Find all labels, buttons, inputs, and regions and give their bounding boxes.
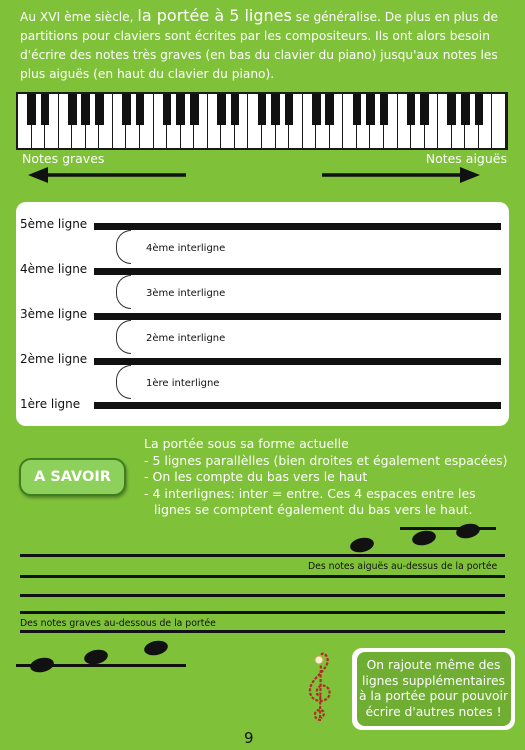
staff-line-2 <box>94 358 501 365</box>
black-key <box>353 94 362 125</box>
black-key <box>312 94 321 125</box>
low-notes-caption: Des notes graves au-dessous de la portée <box>20 618 216 629</box>
piano-keyboard <box>16 92 508 150</box>
arrow-left-icon <box>28 166 188 184</box>
black-key <box>325 94 334 125</box>
note-head <box>29 656 55 675</box>
tip-line: On rajoute même des <box>366 658 501 672</box>
ledger-line <box>400 527 496 530</box>
black-key <box>285 94 294 125</box>
intro-part2: se généralise. De plus en plus de partitions pour claviers sont écrites par les compositeurs. Ils ont alors besoin d'écrire des notes très graves (en bas du clavier du piano) jusqu'aux notes les plus aiguës (en haut du clavier du piano). <box>20 10 498 81</box>
black-key <box>176 94 185 125</box>
example-staff-line <box>20 611 505 614</box>
staff-line-1 <box>94 402 501 409</box>
black-key <box>190 94 199 125</box>
savoir-line: - 4 interlignes: inter = entre. Ces 4 espaces entre les <box>144 485 476 501</box>
black-key <box>407 94 416 125</box>
interline-label: 4ème interligne <box>146 243 226 254</box>
interline-label: 3ème interligne <box>146 288 226 299</box>
savoir-line: La portée sous sa forme actuelle <box>144 436 349 451</box>
interline-label: 2ème interligne <box>146 333 226 344</box>
black-key <box>136 94 145 125</box>
black-key <box>122 94 131 125</box>
tip-line: lignes supplémentaires <box>362 673 505 688</box>
black-key <box>380 94 389 125</box>
tip-line: à la portée pour pouvoir <box>358 689 509 703</box>
note-head <box>455 522 481 541</box>
black-key <box>41 94 50 125</box>
black-key <box>258 94 267 125</box>
extra-lines-tip <box>352 648 515 730</box>
example-staff-line <box>20 554 505 557</box>
a-savoir-label: A SAVOIR <box>34 469 111 485</box>
staff-line-label: 1ère ligne <box>20 397 81 411</box>
high-notes-caption: Des notes aiguës au-dessus de la portée <box>308 561 498 572</box>
black-key <box>447 94 456 125</box>
a-savoir-text <box>144 436 514 519</box>
black-key <box>366 94 375 125</box>
black-key <box>217 94 226 125</box>
black-key <box>475 94 484 125</box>
note-head <box>143 639 169 658</box>
example-staff-line <box>20 575 505 578</box>
black-key <box>95 94 104 125</box>
intro-highlight: la portée à 5 lignes <box>137 6 292 25</box>
intro-part1: Au XVI ème siècle, <box>20 10 138 24</box>
staff-line-label: 5ème ligne <box>20 217 88 231</box>
arrow-right-icon <box>320 166 482 184</box>
staff-line-label: 4ème ligne <box>20 262 88 276</box>
black-key <box>461 94 470 125</box>
black-key <box>68 94 77 125</box>
a-savoir-badge <box>19 458 126 496</box>
savoir-line: - 5 lignes parallèlles (bien droites et également espacées) <box>144 452 508 468</box>
note-head <box>349 536 375 555</box>
staff-line-5 <box>94 223 501 230</box>
staff-line-3 <box>94 313 501 320</box>
interline-bracket-icon <box>116 320 131 354</box>
black-key <box>231 94 240 125</box>
low-notes-label: Notes graves <box>22 151 105 166</box>
note-head <box>411 529 437 548</box>
black-key <box>81 94 90 125</box>
savoir-line: lignes se comptent également du bas vers le haut. <box>154 502 473 517</box>
interline-bracket-icon <box>116 365 131 399</box>
staff-line-label: 2ème ligne <box>20 352 88 366</box>
interline-bracket-icon <box>116 230 131 264</box>
tip-line: écrire d'autres notes ! <box>365 704 502 719</box>
savoir-line: - On les compte du bas vers le haut <box>144 469 368 484</box>
interline-label: 1ère interligne <box>146 378 220 389</box>
black-key <box>420 94 429 125</box>
staff-line-label: 3ème ligne <box>20 307 88 321</box>
interline-bracket-icon <box>116 275 131 309</box>
white-key <box>492 94 506 148</box>
page-number: 9 <box>244 729 254 747</box>
example-staff-line <box>20 594 505 597</box>
black-key <box>271 94 280 125</box>
high-notes-label: Notes aiguës <box>425 151 507 166</box>
intro-paragraph <box>20 6 512 84</box>
staff-line-4 <box>94 268 501 275</box>
example-staff-line <box>20 630 505 633</box>
staff-diagram <box>16 202 509 426</box>
treble-clef-icon <box>305 652 335 724</box>
black-key <box>163 94 172 125</box>
black-key <box>27 94 36 125</box>
